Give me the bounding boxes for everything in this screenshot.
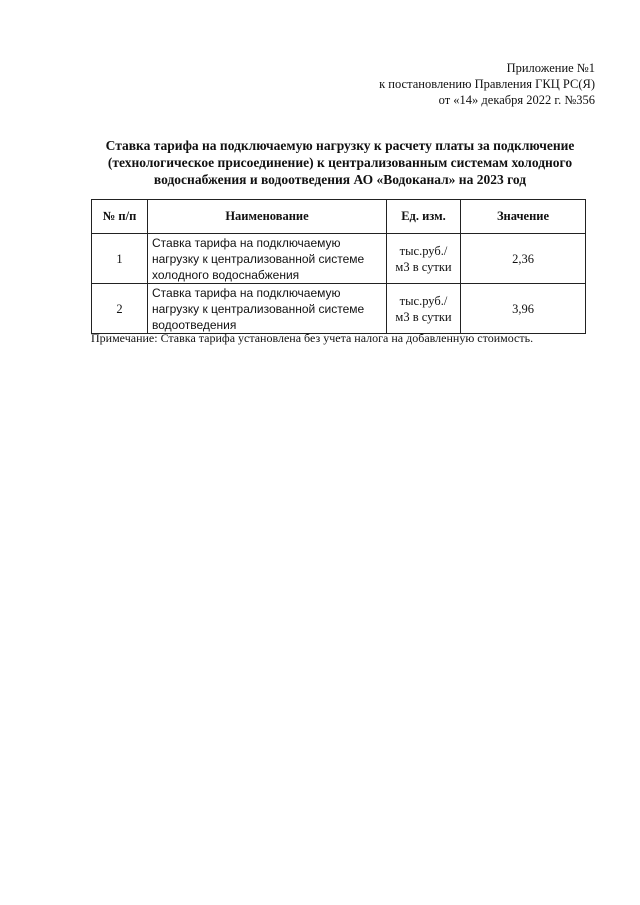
appendix-header: [379, 60, 595, 108]
appendix-number: Приложение №1: [506, 61, 595, 75]
row-unit-line: тыс.руб./: [399, 293, 448, 308]
table-row: [92, 284, 586, 334]
tariff-table: [91, 199, 586, 334]
row-value: 2,36: [461, 234, 586, 284]
row-number: 2: [92, 284, 148, 334]
appendix-resolution: к постановлению Правления ГКЦ РС(Я): [379, 77, 595, 91]
header-name: Наименование: [148, 200, 387, 234]
row-name-line: нагрузку к централизованной системе: [152, 301, 365, 316]
table-header-row: [92, 200, 586, 234]
row-name-line: холодного водоснабжения: [152, 267, 300, 282]
row-name-line: водоотведения: [152, 317, 237, 332]
table-row: [92, 234, 586, 284]
table-note: Примечание: Ставка тарифа установлена без учета налога на добавленную стоимость.: [91, 331, 534, 345]
row-name: [148, 234, 387, 284]
row-unit: [387, 234, 461, 284]
header-unit: Ед. изм.: [387, 200, 461, 234]
row-unit-line: тыс.руб./: [399, 243, 448, 258]
title-line: водоснабжения и водоотведения АО «Водоканал» на 2023 год: [153, 172, 527, 187]
appendix-date: от «14» декабря 2022 г. №356: [438, 93, 595, 107]
row-number: 1: [92, 234, 148, 284]
title-line: Ставка тарифа на подключаемую нагрузку к расчету платы за подключение: [105, 138, 575, 153]
row-name-line: Ставка тарифа на подключаемую: [152, 285, 341, 300]
document-title: [90, 137, 590, 188]
row-unit: [387, 284, 461, 334]
row-name-line: Ставка тарифа на подключаемую: [152, 235, 341, 250]
header-value: Значение: [461, 200, 586, 234]
header-number: № п/п: [92, 200, 148, 234]
row-value: 3,96: [461, 284, 586, 334]
row-unit-line: м3 в сутки: [395, 259, 452, 274]
row-unit-line: м3 в сутки: [395, 309, 452, 324]
row-name-line: нагрузку к централизованной системе: [152, 251, 365, 266]
title-line: (технологическое присоединение) к централизованным системам холодного: [107, 155, 573, 170]
row-name: [148, 284, 387, 334]
